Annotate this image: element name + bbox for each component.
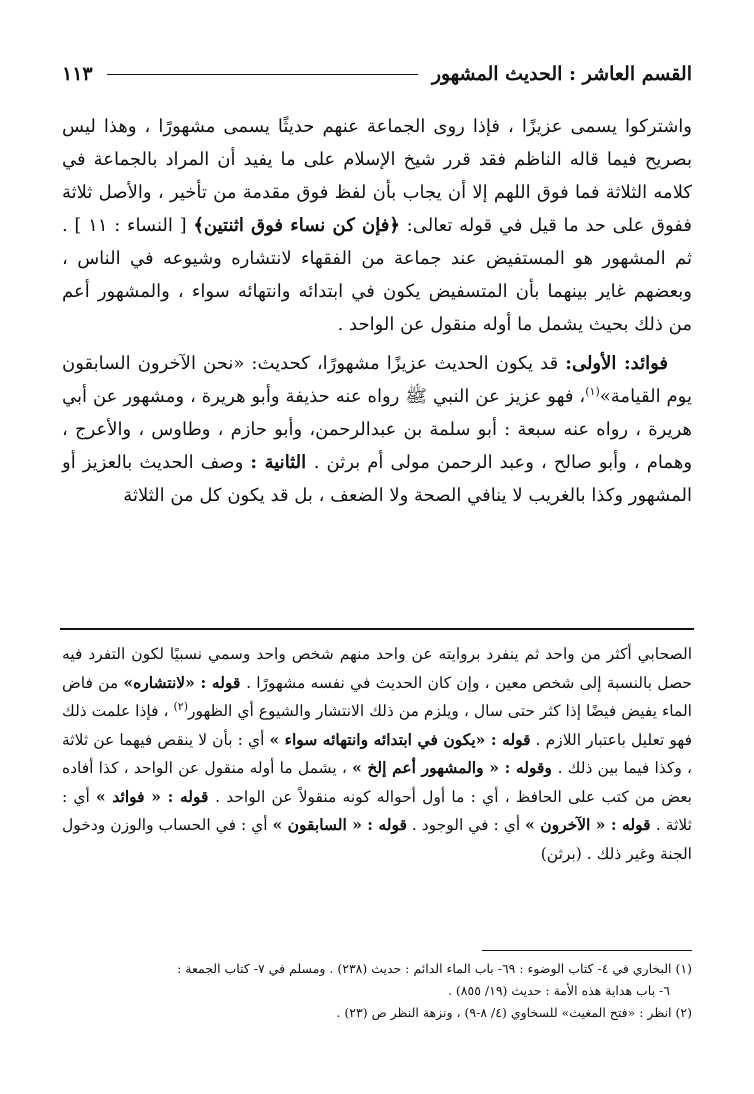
footnote-2: (٢) انظر : «فتح المغيث» للسخاوي (٤/ ٨-٩) ، ونزهة النظر ص (٢٣) . (336, 1005, 692, 1020)
page-number: ١١٣ (62, 63, 93, 85)
main-text-p2b: ، فهو عزيز عن النبي ﷺ رواه عنه حذيفة وأبو هريرة ، ومشهور عن أبي هريرة ، رواه عنه سبعة : أبو سلمة بن عبدالرحمن، وأبو حازم ، وطاوس ، والأعرج ، وهمام ، وأبو صالح ، وعبد الرحمن مولى أم برثن . (62, 386, 693, 473)
commentary-c7: أي : في الحساب والوزن ودخول الجنة وغير ذلك . (برثن) (62, 816, 692, 863)
commentary-c3: أي : بأن لا ينقص فيهما عن ثلاثة ، وكذا فيما بين ذلك . (62, 730, 692, 777)
footnote-1-continued: ٦- باب هداية هذه الأمة : حديث (١٩/ ٨٥٥) . (447, 983, 670, 998)
main-text-p2c: وصف الحديث بالعزيز أو المشهور وكذا بالغريب لا ينافي الصحة ولا الضعف ، بل قد يكون كل من الثلاثة (62, 452, 692, 506)
commentary-label-c3: قوله : «يكون في ابتدائه وانتهائه سواء » (269, 729, 531, 749)
footnotes (62, 958, 692, 1024)
commentary-c2: من فاض الماء يفيض فيضًا إذا كثر حتى سال ، ويلزم من ذلك الانتشار والشيوع أي الظهور (62, 673, 692, 720)
commentary-label-c4: وقوله : « والمشهور أعم إلخ » (352, 758, 558, 777)
commentary-label-c6: قوله : « الآخرون » (525, 815, 656, 834)
header-rule (107, 74, 418, 75)
footnote-ref-1[interactable]: (١) (585, 385, 600, 398)
commentary-label-c5: قوله : « فوائد » (96, 786, 216, 806)
commentary-c1: الصحابي أكثر من واحد ثم ينفرد بروايته عن واحد منهم شخص واحد وسمي نسبيًا لكون التفرد فيه حصل بالنسبة إلى شخص معين ، وإن كان الحديث في نفسه مشهورًا . (62, 645, 693, 692)
commentary-divider (60, 628, 694, 630)
main-paragraph-1 (62, 110, 692, 341)
main-text-p2a: قد يكون الحديث عزيزًا مشهورًا، كحديث: «نحن الآخرون السابقون يوم القيامة» (62, 353, 692, 407)
commentary-label-c2: قوله : «لانتشاره» (123, 672, 247, 692)
commentary-c4: ، يشمل ما أوله منقول عن الواحد ، كذا أفاده بعض من كتب على الحافظ ، أي : ما أول أحواله كونه منقولاً عن الواحد . (62, 759, 692, 806)
main-paragraph-2 (62, 347, 692, 512)
quran-verse: ﴿فإن كن نساء فوق اثنتين﴾ (193, 215, 400, 236)
second-benefit-heading: الثانية : (250, 452, 314, 473)
footnote-1: (١) البخاري في ٤- كتاب الوضوء : ٦٩- باب الماء الدائم : حديث (٢٣٨) . ومسلم في ٧- كتاب الجمعة : (177, 961, 692, 976)
chapter-title: القسم العاشر : الحديث المشهور (431, 63, 692, 85)
main-text (62, 110, 692, 512)
commentary-paragraph (62, 640, 692, 868)
main-text-p1-ref: [ النساء : ١١ ] . ثم المشهور هو المستفيض عند جماعة من الفقهاء لانتشاره وشيوعه في الناس ، وبعضهم غاير بينهما بأن المتسفيض يكون في ابتدائه وانتهائه سواء ، والمشهور أعم من ذلك بحيث يشمل ما أوله منقول عن الواحد . (62, 215, 692, 335)
page-header (62, 56, 692, 92)
footnote-ref-2[interactable]: (٢) (173, 699, 188, 713)
footnote-divider (482, 950, 692, 951)
commentary-label-c7: قوله : « السابقون » (272, 815, 407, 834)
commentary-c5: أي : ثلاثة . (62, 787, 692, 834)
commentary-c2-end: ، فإذا علمت ذلك فهو تعليل باعتبار اللازم . (62, 702, 692, 749)
main-text-p1: واشتركوا يسمى عزيزًا ، فإذا روى الجماعة عنهم حديثًا يسمى مشهورًا ، وهذا ليس بصريح فيما قاله الناظم فقد قرر شيخ الإسلام على ما يفيد أن المراد بالجماعة في كلامه الثلاثة فما فوق اللهم إلا أن يجاب بأن لفظ فوق مقدمة من تأخير ، والأصل ثلاثة ففوق على حد ما قيل في قوله تعالى: (62, 116, 692, 236)
benefits-heading: فوائد: الأولى: (565, 353, 668, 374)
commentary (62, 640, 692, 868)
commentary-c6: أي : في الوجود . (411, 816, 526, 834)
